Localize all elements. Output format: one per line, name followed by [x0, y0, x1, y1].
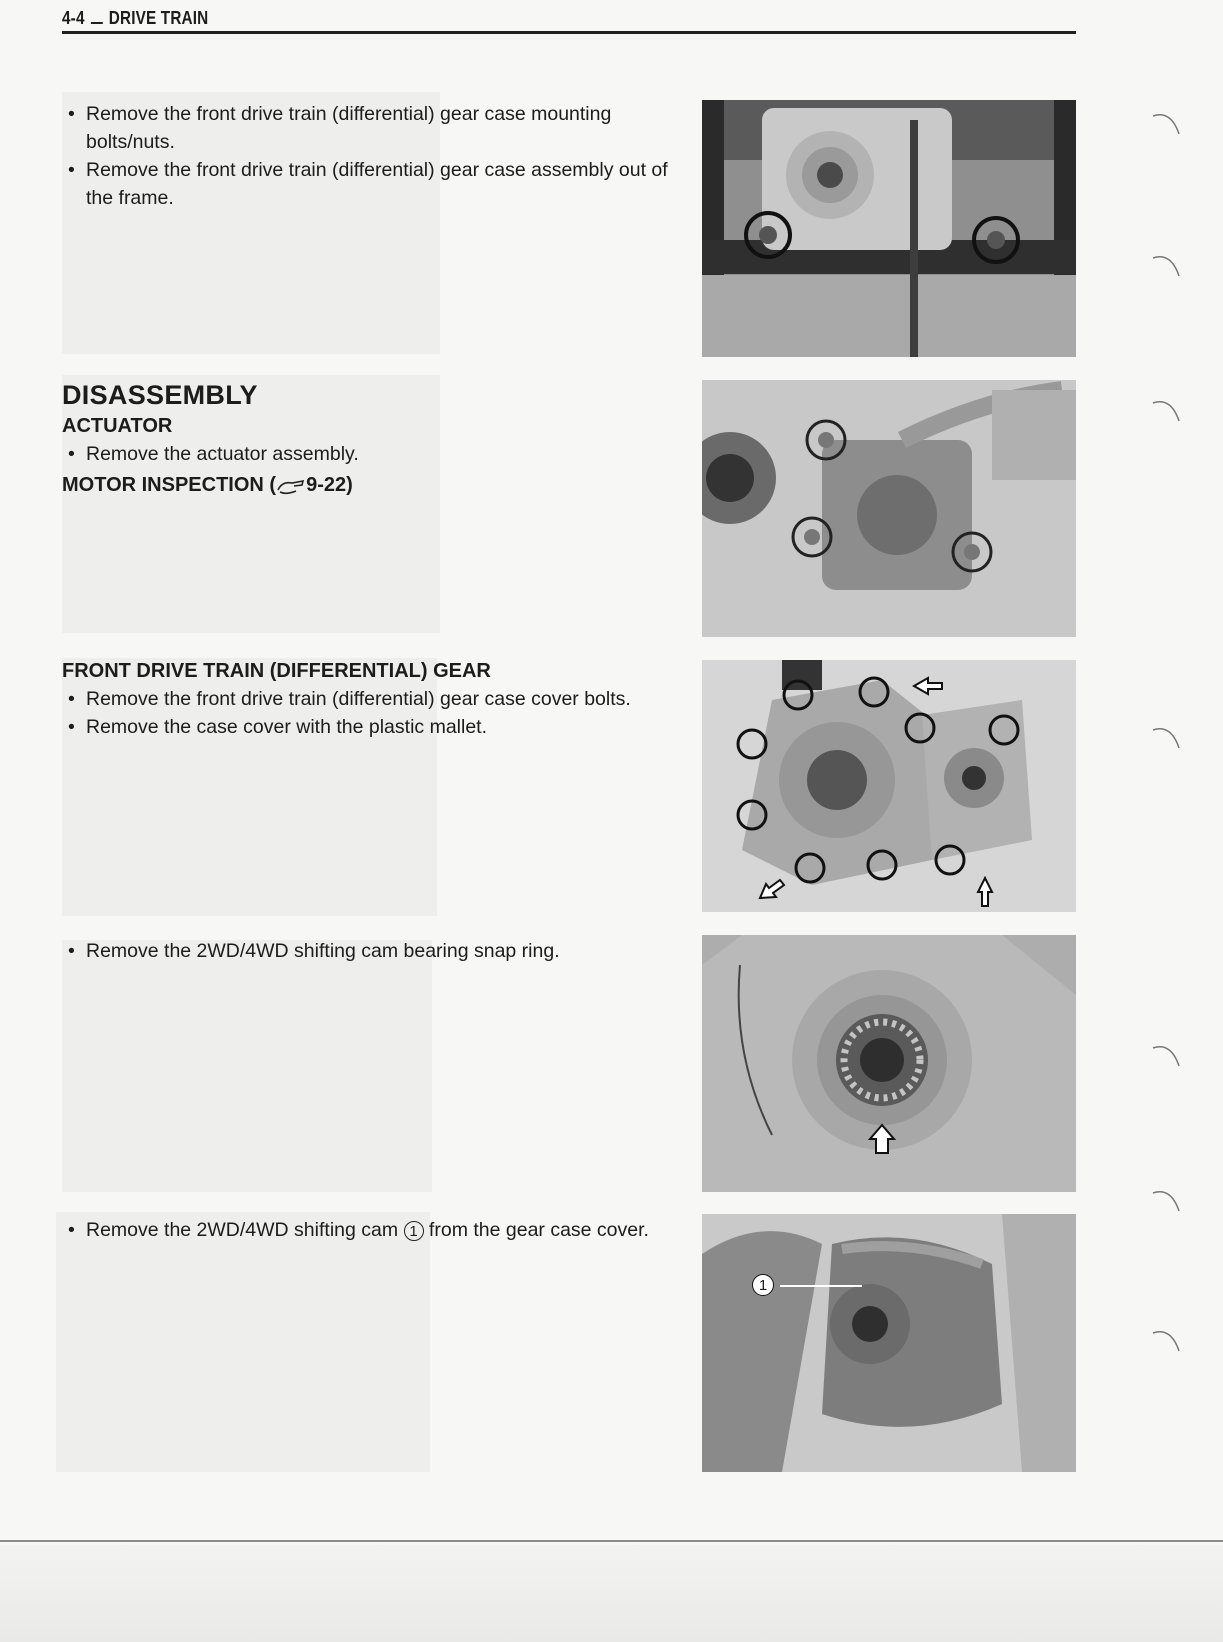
callout-number: 1 [404, 1221, 424, 1241]
margin-fold-mark [1151, 1325, 1183, 1355]
motor-inspection-heading [62, 474, 672, 497]
bleed-through-shade [62, 940, 432, 1192]
margin-fold-mark [1151, 1040, 1183, 1070]
margin-fold-mark [1151, 1185, 1183, 1215]
list-item: • Remove the case cover with the plastic mallet. [62, 713, 672, 741]
photo-callout-number: 1 [752, 1274, 774, 1296]
list-item: • Remove the actuator assembly. [62, 440, 672, 468]
margin-fold-mark [1151, 250, 1183, 280]
photo-actuator [702, 380, 1076, 637]
shifting-cam-section [62, 1216, 672, 1244]
list-item: • Remove the front drive train (differential) gear case mounting bolts/nuts. [62, 100, 672, 156]
page-number: 4-4 [62, 8, 85, 28]
header-rule [62, 31, 1076, 34]
margin-fold-mark [1151, 108, 1183, 138]
intro-bullet-list [62, 100, 672, 212]
list-item: • Remove the front drive train (differential) gear case assembly out of the frame. [62, 156, 672, 212]
margin-fold-mark [1151, 395, 1183, 425]
reference-hand-icon [276, 475, 306, 497]
photo-case-cover-bolts [702, 660, 1076, 912]
page-header [62, 6, 1076, 36]
front-gear-bullet-list [62, 685, 672, 741]
snap-ring-bullet-list [62, 937, 672, 965]
actuator-heading: ACTUATOR [62, 415, 173, 437]
photo-gear-case-in-frame [702, 100, 1076, 357]
bottom-scan-shade [0, 1545, 1223, 1642]
page-header-text [62, 8, 208, 29]
intro-section [62, 100, 672, 212]
section-title: DRIVE TRAIN [108, 8, 209, 28]
motor-inspection-ref[interactable]: 9-22 [306, 474, 347, 496]
shifting-cam-text: Remove the 2WD/4WD shifting cam [86, 1219, 404, 1241]
shifting-cam-text-end: from the gear case cover. [423, 1219, 649, 1241]
front-gear-heading: FRONT DRIVE TRAIN (DIFFERENTIAL) GEAR [62, 660, 491, 682]
list-item: • Remove the front drive train (differential) gear case cover bolts. [62, 685, 672, 713]
disassembly-section [62, 380, 672, 497]
snap-ring-section [62, 937, 672, 965]
margin-fold-mark [1151, 722, 1183, 752]
motor-inspection-label: MOTOR INSPECTION ( [62, 474, 277, 496]
disassembly-heading: DISASSEMBLY [62, 380, 258, 410]
photo-shifting-cam [702, 1214, 1076, 1472]
front-gear-section [62, 660, 672, 741]
shifting-cam-bullet-list [62, 1216, 672, 1244]
photo-bearing-snap-ring [702, 935, 1076, 1192]
bleed-through-shade [56, 1212, 430, 1472]
list-item: • Remove the 2WD/4WD shifting cam bearing snap ring. [62, 937, 672, 965]
list-item [62, 1216, 672, 1244]
actuator-bullet-list [62, 440, 672, 468]
motor-inspection-suffix: ) [346, 474, 353, 496]
bottom-rule [0, 1540, 1223, 1542]
